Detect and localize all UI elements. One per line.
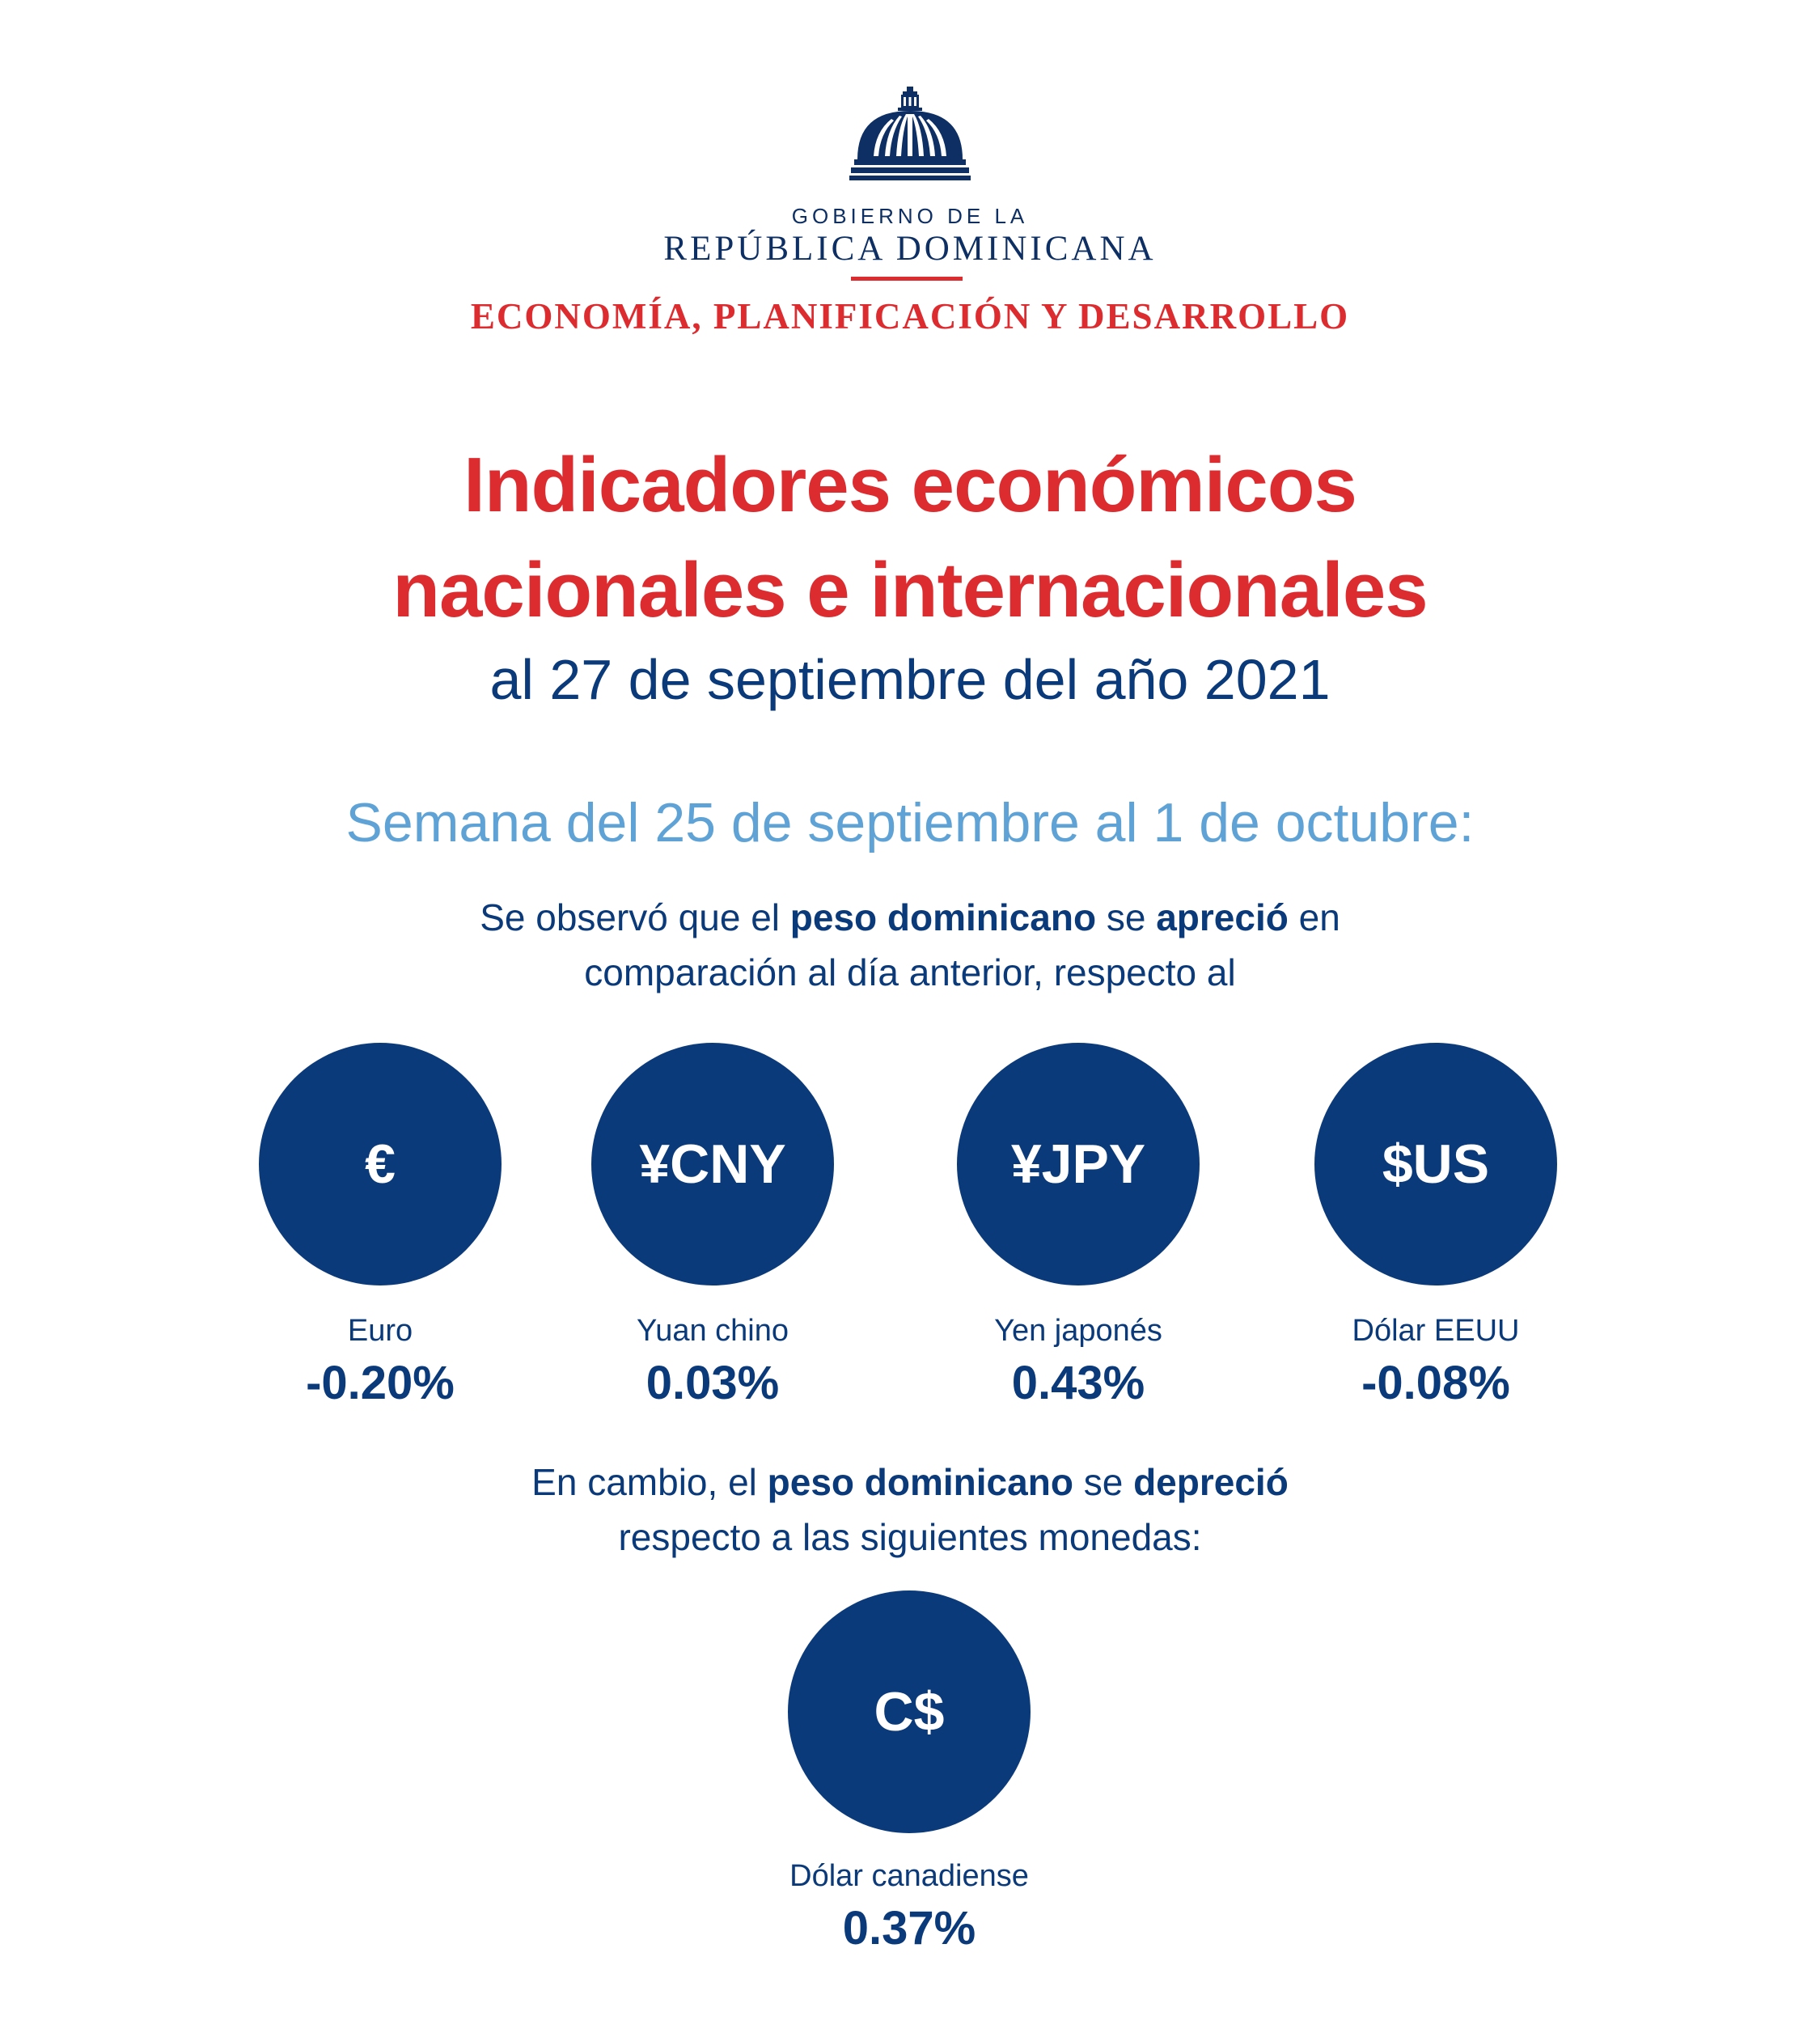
currency-value-jpy: 0.43% — [1011, 1357, 1145, 1409]
currency-circle-cad — [788, 1590, 1031, 1833]
emphasis-aprecio: apreció — [1156, 896, 1289, 938]
text-span: se — [1096, 896, 1157, 938]
text-line: comparación al día anterior, respecto al — [584, 951, 1236, 993]
title-line-1: Indicadores económicos — [463, 442, 1357, 528]
government-logo — [0, 85, 1820, 186]
text-span: en — [1288, 896, 1340, 938]
page-title — [0, 433, 1820, 643]
currency-circle-usd — [1314, 1043, 1557, 1285]
emphasis-peso: peso dominicano — [789, 896, 1097, 938]
currency-name-cny: Yuan chino — [636, 1314, 789, 1348]
currency-circle-euro — [259, 1043, 502, 1285]
currency-value-cny: 0.03% — [645, 1357, 780, 1409]
cad-symbol: C$ — [874, 1681, 945, 1743]
ministry-name: ECONOMÍA, PLANIFICACIÓN Y DESARROLLO — [470, 296, 1350, 337]
currency-circle-jpy — [957, 1043, 1200, 1285]
cny-symbol: ¥CNY — [639, 1133, 786, 1195]
emphasis-deprecio: depreció — [1133, 1461, 1289, 1503]
currency-circle-cny — [591, 1043, 834, 1285]
appreciated-paragraph — [0, 890, 1820, 1000]
page-subtitle: al 27 de septiembre del año 2021 — [489, 648, 1331, 711]
jpy-symbol: ¥JPY — [1010, 1133, 1146, 1195]
gov-line-small: GOBIERNO DE LA — [791, 204, 1029, 228]
text-span: En cambio, el — [531, 1461, 768, 1503]
currency-value-cad: 0.37% — [842, 1902, 976, 1955]
currency-name-usd: Dólar EEUU — [1352, 1314, 1520, 1348]
currency-name-jpy: Yen japonés — [994, 1314, 1162, 1348]
title-line-2: nacionales e internacionales — [392, 547, 1428, 633]
week-heading: Semana del 25 de septiembre al 1 de octubre: — [345, 792, 1475, 853]
currency-name-euro: Euro — [347, 1314, 413, 1348]
palacio-dome-icon — [849, 85, 971, 182]
text-line: respecto a las siguientes monedas: — [618, 1516, 1202, 1558]
currency-value-euro: -0.20% — [306, 1357, 455, 1409]
text-span: se — [1073, 1461, 1134, 1503]
currency-name-cad: Dólar canadiense — [789, 1859, 1029, 1893]
gov-line-large: REPÚBLICA DOMINICANA — [663, 230, 1157, 268]
euro-symbol: € — [365, 1133, 396, 1195]
usd-symbol: $US — [1382, 1133, 1490, 1195]
red-divider — [851, 277, 963, 281]
emphasis-peso: peso dominicano — [767, 1461, 1073, 1503]
depreciated-paragraph — [0, 1455, 1820, 1565]
currency-value-usd: -0.08% — [1361, 1357, 1510, 1409]
text-span: Se observó que el — [480, 896, 790, 938]
